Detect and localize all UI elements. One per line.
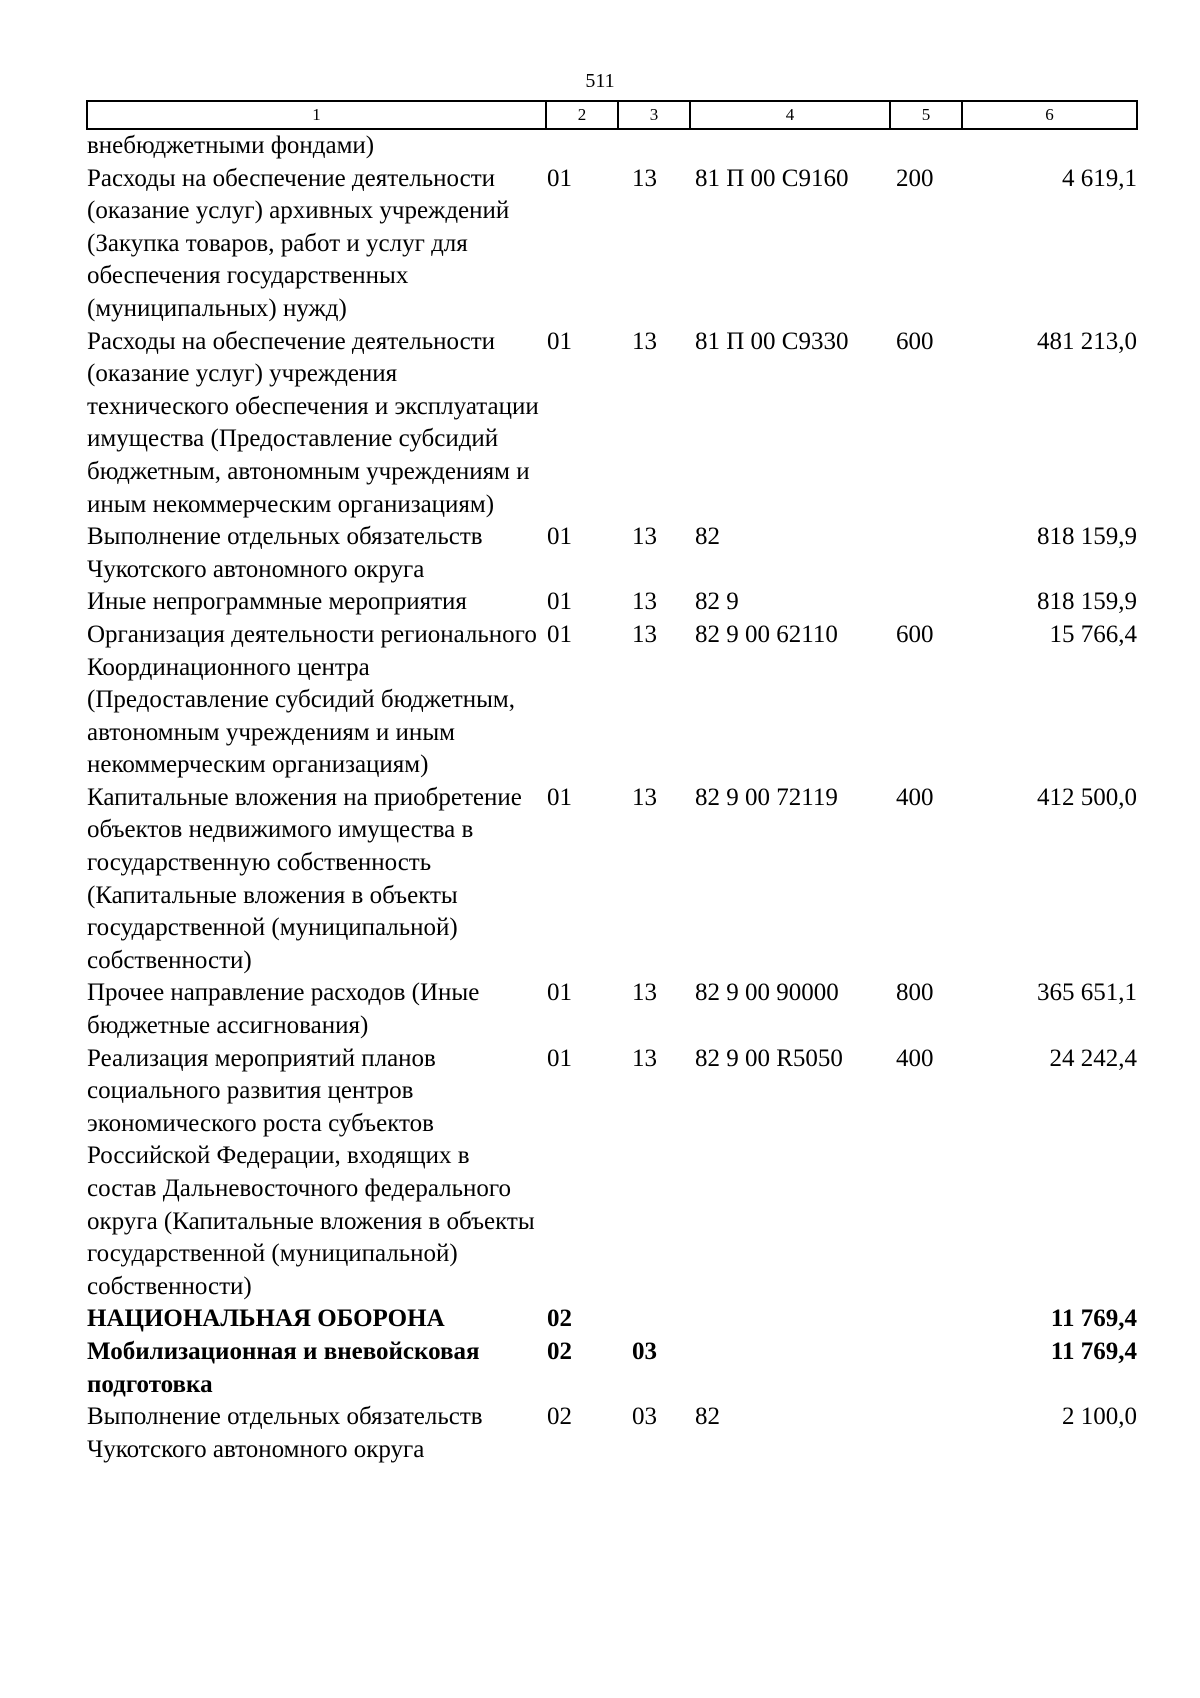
- column-header-expense-type: 5: [890, 101, 962, 129]
- row-section-code: 01: [547, 523, 572, 551]
- row-subsection-code: 03: [632, 1337, 657, 1365]
- row-subsection-code: [618, 1303, 690, 1336]
- row-expense-type-code: 600: [896, 620, 934, 648]
- header-row: [87, 101, 1137, 129]
- row-target-article-code: [690, 1336, 890, 1401]
- table-row: [87, 1303, 1137, 1336]
- row-subsection-code: 13: [632, 588, 657, 616]
- table-row: [87, 521, 1137, 586]
- row-amount: 2 100,0: [1062, 1403, 1137, 1431]
- column-header-amount: 6: [962, 101, 1137, 129]
- row-section-code: [546, 129, 618, 163]
- row-target-article-code: 82 9: [695, 588, 739, 616]
- row-amount: 365 651,1: [1037, 979, 1137, 1007]
- row-target-article-code: [690, 1303, 890, 1336]
- table-row: [87, 1043, 1137, 1304]
- row-section-code: 01: [547, 783, 572, 811]
- column-header-name: 1: [87, 101, 546, 129]
- row-subsection-code: 13: [632, 979, 657, 1007]
- row-name: Выполнение отдельных обязательств Чукотского автономного округа: [87, 1403, 483, 1463]
- row-expense-type-code: 600: [896, 327, 934, 355]
- row-expense-type-code: 400: [896, 1044, 934, 1072]
- table-row: [87, 129, 1137, 163]
- row-expense-type-code: [890, 1336, 962, 1401]
- row-target-article-code: 82 9 00 62110: [695, 620, 838, 648]
- row-target-article-code: 82 9 00 72119: [695, 783, 838, 811]
- row-expense-type-code: 800: [896, 979, 934, 1007]
- row-target-article-code: 82: [695, 523, 720, 551]
- row-subsection-code: 13: [632, 783, 657, 811]
- row-section-code: 01: [547, 979, 572, 1007]
- row-expense-type-code: 200: [896, 164, 934, 192]
- row-section-code: 02: [547, 1305, 572, 1333]
- row-name: НАЦИОНАЛЬНАЯ ОБОРОНА: [87, 1305, 445, 1333]
- row-expense-type-code: [890, 586, 962, 619]
- budget-table: [86, 100, 1138, 1466]
- row-amount: 11 769,4: [1050, 1337, 1137, 1365]
- row-subsection-code: [618, 129, 690, 163]
- row-amount: 412 500,0: [1037, 783, 1137, 811]
- row-amount: 818 159,9: [1037, 588, 1137, 616]
- row-subsection-code: 13: [632, 164, 657, 192]
- row-target-article-code: 81 П 00 С9330: [695, 327, 849, 355]
- row-amount: [962, 129, 1137, 163]
- row-expense-type-code: [890, 1303, 962, 1336]
- row-target-article-code: [690, 129, 890, 163]
- row-subsection-code: 13: [632, 620, 657, 648]
- column-header-target-article: 4: [690, 101, 890, 129]
- row-section-code: 01: [547, 1044, 572, 1072]
- table-row: [87, 1336, 1137, 1401]
- table-row: [87, 326, 1137, 522]
- row-name: Выполнение отдельных обязательств Чукотского автономного округа: [87, 523, 483, 583]
- row-name: Прочее направление расходов (Иные бюджетные ассигнования): [87, 979, 480, 1040]
- table-row: [87, 619, 1137, 782]
- row-name: Мобилизационная и вневойсковая подготовка: [87, 1337, 480, 1398]
- row-name: Капитальные вложения на приобретение объектов недвижимого имущества в государственную собственность (Капитальные вложения в объекты государственной (муниципальной) собственности): [87, 783, 522, 974]
- row-section-code: 02: [547, 1403, 572, 1431]
- row-amount: 15 766,4: [1049, 620, 1137, 648]
- row-subsection-code: 13: [632, 523, 657, 551]
- table-row: [87, 1401, 1137, 1466]
- row-amount: 11 769,4: [1050, 1305, 1137, 1333]
- row-amount: 24 242,4: [1049, 1044, 1137, 1072]
- row-subsection-code: 13: [632, 327, 657, 355]
- row-name: Реализация мероприятий планов социального развития центров экономического роста субъектов Российской Федерации, входящих в состав Дальневосточного федерального округа (Капитальные вложения в объекты государственной (муниципальной) собственности): [87, 1044, 535, 1300]
- table-row: [87, 586, 1137, 619]
- table-header: [87, 101, 1137, 129]
- row-section-code: 01: [547, 588, 572, 616]
- row-expense-type-code: [890, 1401, 962, 1466]
- row-section-code: 01: [547, 164, 572, 192]
- row-amount: 481 213,0: [1037, 327, 1137, 355]
- table-row: [87, 977, 1137, 1042]
- row-section-code: 01: [547, 327, 572, 355]
- row-target-article-code: 81 П 00 С9160: [695, 164, 849, 192]
- row-name: Организация деятельности регионального Координационного центра (Предоставление субсидий бюджетным, автономным учреждениям и иным некоммерческим организациям): [87, 620, 537, 779]
- row-section-code: 02: [547, 1337, 572, 1365]
- row-section-code: 01: [547, 620, 572, 648]
- row-expense-type-code: 400: [896, 783, 934, 811]
- row-name: Расходы на обеспечение деятельности (оказание услуг) архивных учреждений (Закупка товаров, работ и услуг для обеспечения государственных (муниципальных) нужд): [87, 164, 510, 322]
- row-target-article-code: 82: [695, 1403, 720, 1431]
- table-row: [87, 163, 1137, 326]
- row-amount: 4 619,1: [1062, 164, 1137, 192]
- row-subsection-code: 03: [632, 1403, 657, 1431]
- row-target-article-code: 82 9 00 R5050: [695, 1044, 843, 1072]
- row-amount: 818 159,9: [1037, 523, 1137, 551]
- page-number: 511: [585, 70, 615, 92]
- table-row: [87, 782, 1137, 978]
- table-body: [87, 129, 1137, 1466]
- row-expense-type-code: [890, 129, 962, 163]
- row-subsection-code: 13: [632, 1044, 657, 1072]
- row-name: внебюджетными фондами): [87, 132, 375, 159]
- row-target-article-code: 82 9 00 90000: [695, 979, 839, 1007]
- row-expense-type-code: [890, 521, 962, 586]
- column-header-subsection: 3: [618, 101, 690, 129]
- column-header-section: 2: [546, 101, 618, 129]
- row-name: Расходы на обеспечение деятельности (оказание услуг) учреждения технического обеспечения и эксплуатации имущества (Предоставление субсидий бюджетным, автономным учреждениям и иным некоммерческим организациям): [87, 327, 539, 518]
- row-name: Иные непрограммные мероприятия: [87, 588, 467, 616]
